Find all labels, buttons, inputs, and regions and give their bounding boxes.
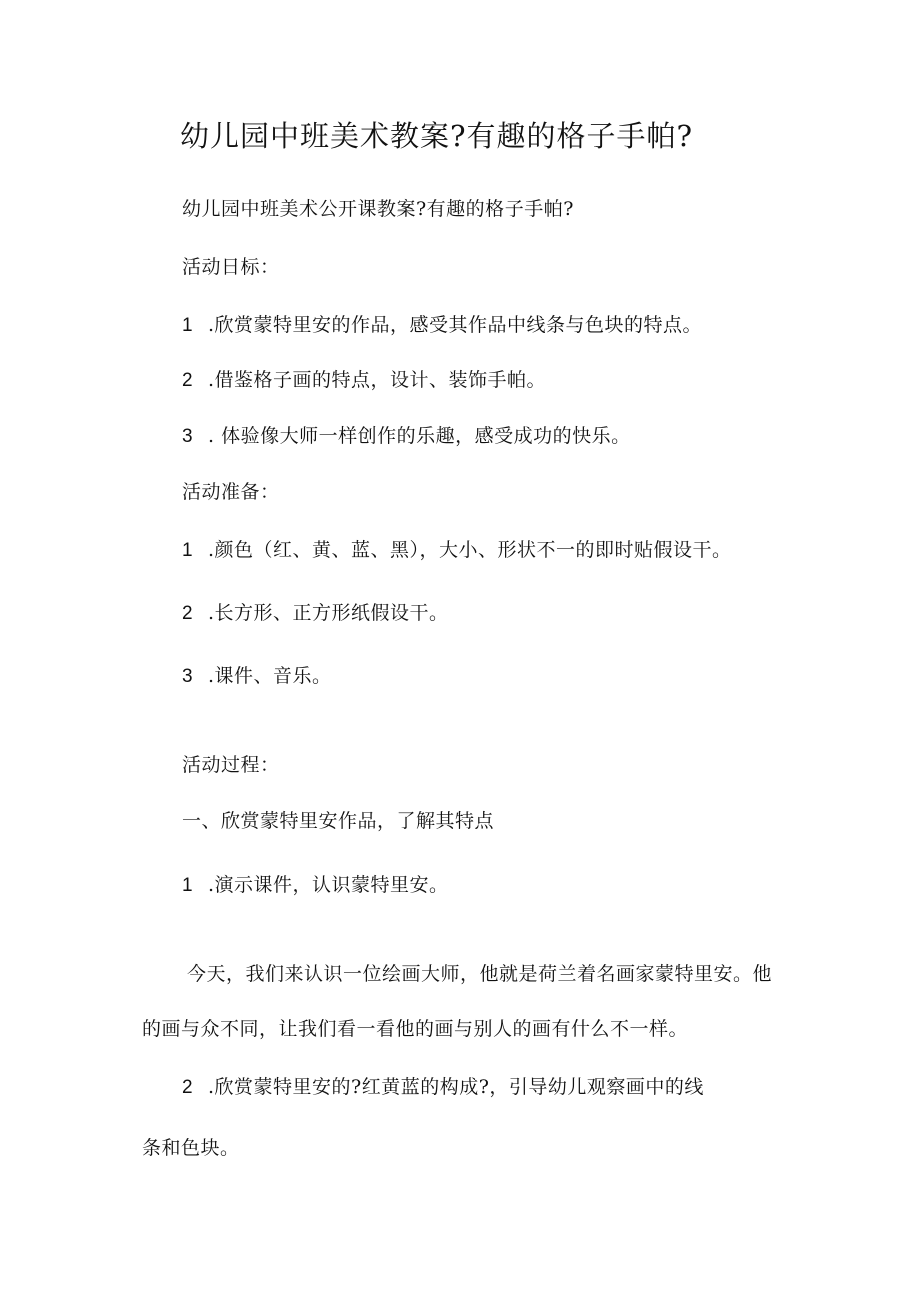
preparation-item-2-number: 2 (182, 603, 194, 624)
goals-heading: 活动日标： (182, 256, 280, 278)
goal-item-1 (182, 313, 702, 338)
preparation-item-1-number: 1 (182, 540, 194, 561)
document-subtitle: 幼儿园中班美术公开课教案?有趣的格子手帕? (182, 198, 574, 220)
preparation-item-1 (182, 538, 732, 563)
preparation-heading: 活动准备： (182, 481, 280, 503)
goal-item-1-number: 1 (182, 315, 194, 336)
document-title: 幼儿园中班美术教案?有趣的格子手帕? (180, 119, 694, 153)
process-step-2 (182, 1075, 704, 1100)
goal-item-3-text: . 体验像大师一样创作的乐趣，感受成功的快乐。 (208, 425, 631, 447)
preparation-item-2 (182, 601, 449, 626)
process-step-2-text: .欣赏蒙特里安的?红黄蓝的构成?，引导幼儿观察画中的线 (208, 1076, 704, 1098)
preparation-item-2-text: .长方形、正方形纸假设干。 (208, 602, 449, 624)
process-step-2-number: 2 (182, 1077, 194, 1098)
preparation-item-3-text: .课件、音乐。 (208, 665, 332, 687)
paragraph-line-2: 的画与众不同，让我们看一看他的画与别人的画有什么不一样。 (142, 1018, 689, 1040)
preparation-item-3-number: 3 (182, 666, 194, 687)
preparation-item-3 (182, 664, 332, 689)
goal-item-2-number: 2 (182, 370, 194, 391)
process-step-1-number: 1 (182, 875, 194, 896)
process-step-2-continuation: 条和色块。 (142, 1137, 240, 1159)
paragraph-line-1: 今天，我们来认识一位绘画大师，他就是荷兰着名画家蒙特里安。他 (187, 963, 773, 985)
goal-item-3-number: 3 (182, 426, 194, 447)
process-heading: 活动过程： (182, 754, 280, 776)
goal-item-2 (182, 368, 546, 393)
process-step-1 (182, 873, 449, 898)
process-step-1-text: .演示课件，认识蒙特里安。 (208, 874, 449, 896)
goal-item-1-text: .欣赏蒙特里安的作品，感受其作品中线条与色块的特点。 (208, 314, 703, 336)
goal-item-3 (182, 424, 631, 449)
goal-item-2-text: .借鉴格子画的特点，设计、装饰手帕。 (208, 369, 547, 391)
preparation-item-1-text: .颜色（红、黄、蓝、黑），大小、形状不一的即时贴假设干。 (208, 539, 732, 561)
process-section-1: 一、欣赏蒙特里安作品，了解其特点 (182, 810, 495, 832)
